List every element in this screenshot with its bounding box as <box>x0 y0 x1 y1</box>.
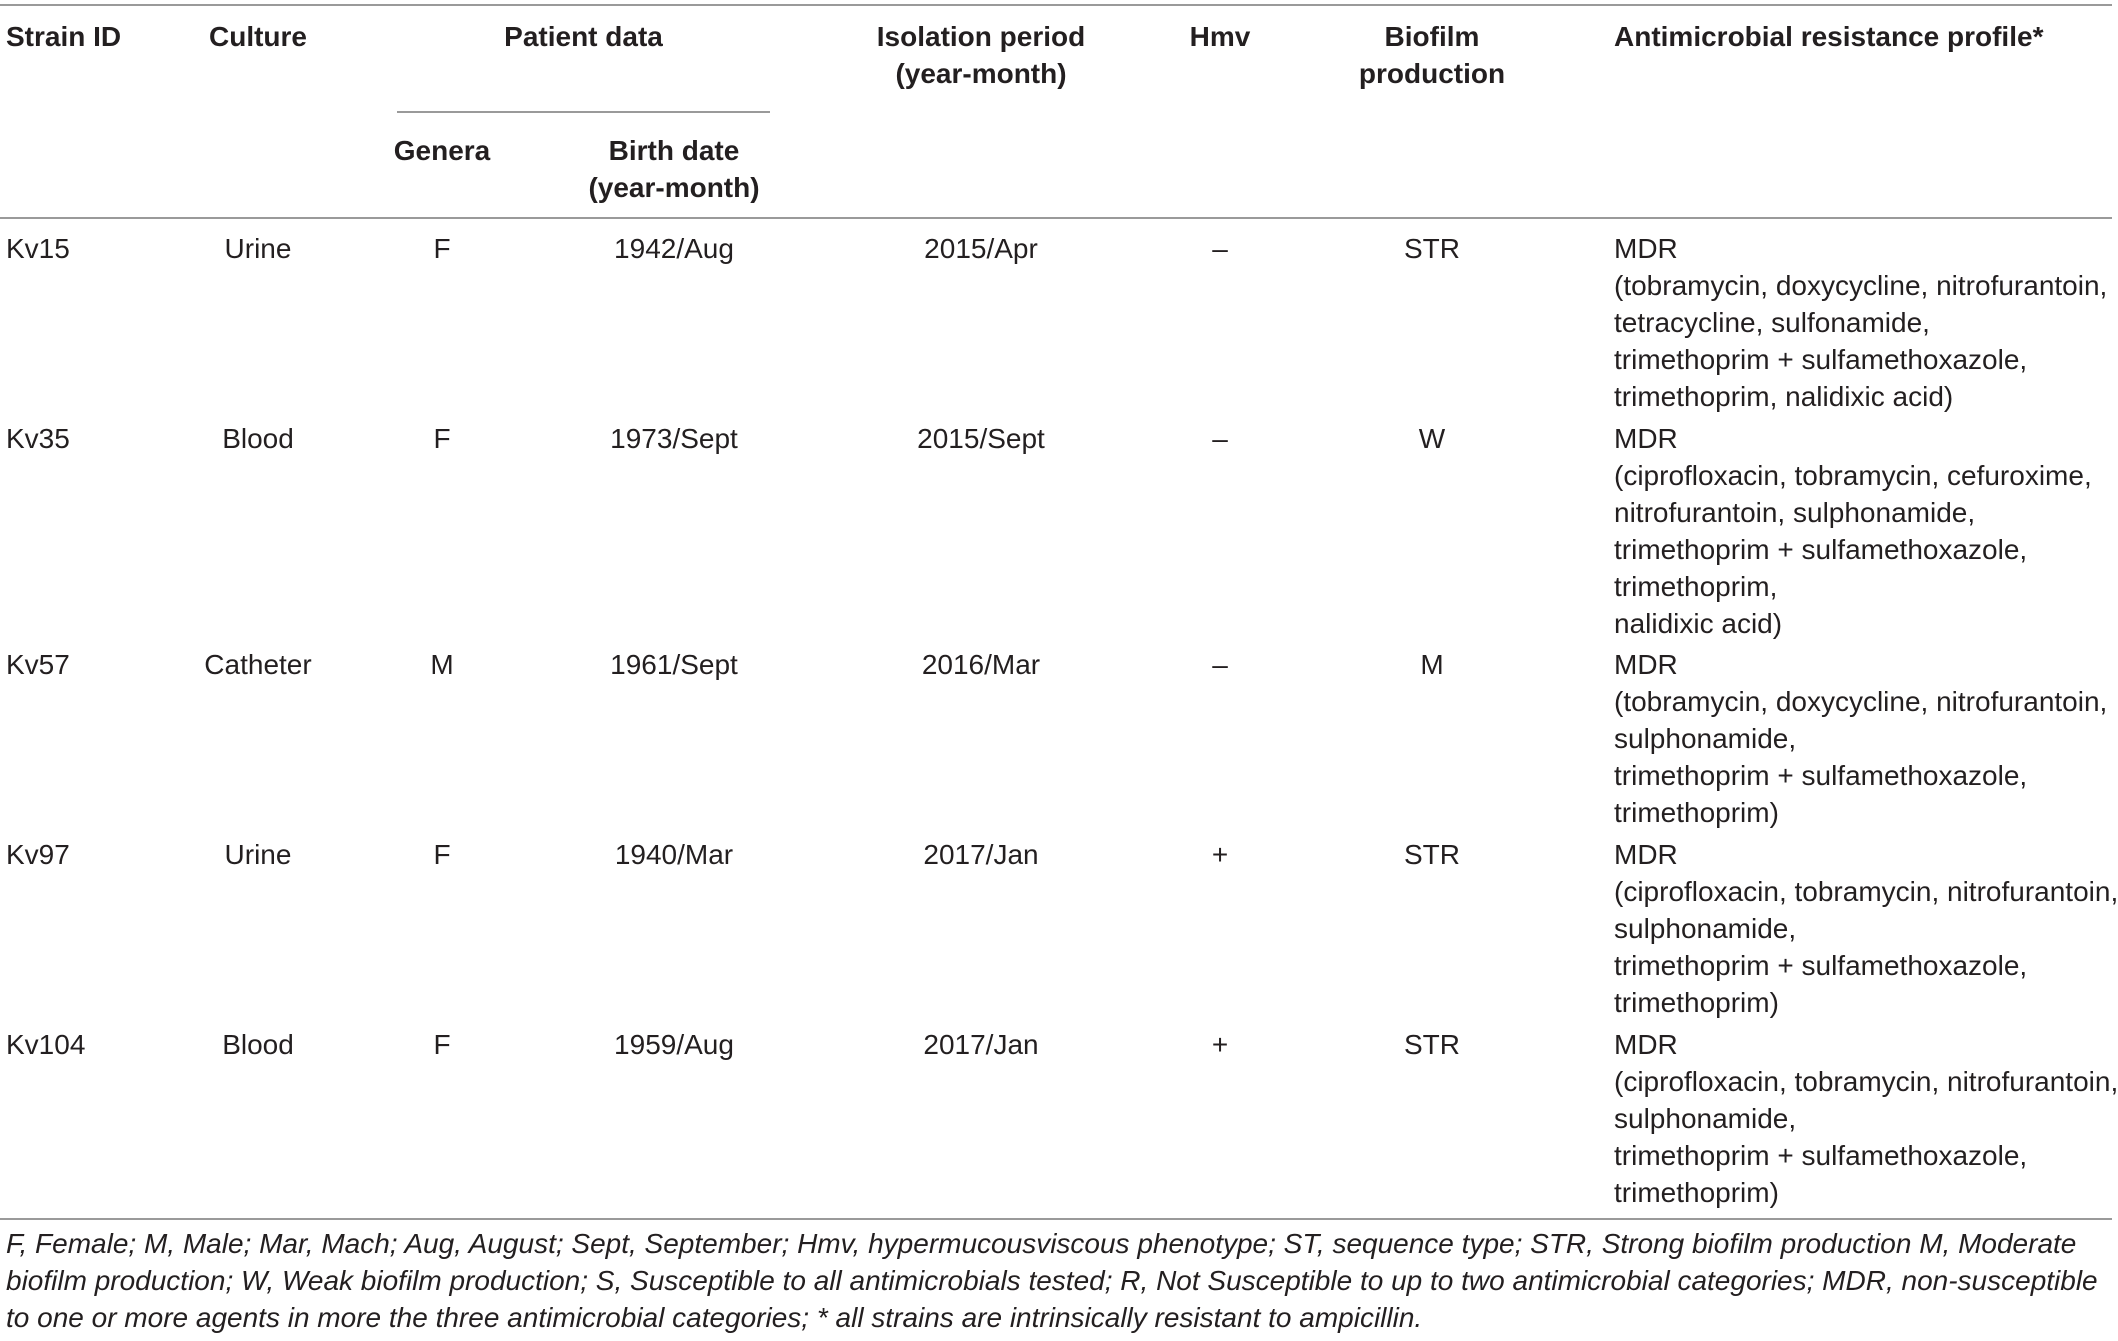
profile-line: trimethoprim, nalidixic acid) <box>1614 381 1954 412</box>
cell-hmv: – <box>1212 649 1228 680</box>
cell-culture: Blood <box>222 1029 294 1060</box>
header-culture: Culture <box>209 21 307 52</box>
profile-line: trimethoprim) <box>1614 797 1779 828</box>
cell-birth-date: 1959/Aug <box>614 1029 734 1060</box>
cell-biofilm: STR <box>1404 1029 1460 1060</box>
header-birth-date <box>544 132 804 206</box>
profile-line: MDR <box>1614 423 1678 454</box>
profile-line: trimethoprim + sulfamethoxazole, <box>1614 950 2028 981</box>
cell-amr-profile <box>1614 420 2092 642</box>
profile-line: MDR <box>1614 233 1678 264</box>
cell-isolation-period: 2017/Jan <box>923 839 1039 870</box>
cell-hmv: + <box>1211 1029 1229 1060</box>
header-genera: Genera <box>393 135 491 166</box>
cell-strain-id: Kv104 <box>6 1029 86 1060</box>
header-biofilm-line2: production <box>1358 58 1506 89</box>
cell-biofilm: M <box>1420 649 1444 680</box>
cell-hmv: – <box>1212 423 1228 454</box>
cell-culture: Urine <box>224 233 292 264</box>
cell-isolation-period: 2015/Sept <box>917 423 1045 454</box>
header-isolation-line1: Isolation period <box>876 21 1086 52</box>
cell-amr-profile <box>1614 646 2107 831</box>
profile-line: trimethoprim + sulfamethoxazole, <box>1614 760 2028 791</box>
profile-line: sulphonamide, <box>1614 723 1797 754</box>
profile-line: sulphonamide, <box>1614 1103 1797 1134</box>
cell-amr-profile <box>1614 1026 2118 1211</box>
cell-strain-id: Kv35 <box>6 423 70 454</box>
header-birth-date-line1: Birth date <box>608 135 740 166</box>
profile-line: sulphonamide, <box>1614 913 1797 944</box>
cell-strain-id: Kv15 <box>6 233 70 264</box>
profile-line: (ciprofloxacin, tobramycin, cefuroxime, <box>1614 460 2092 491</box>
cell-amr-profile <box>1614 836 2118 1021</box>
header-patient-data: Patient data <box>504 21 663 52</box>
cell-culture: Blood <box>222 423 294 454</box>
profile-line: (ciprofloxacin, tobramycin, nitrofurantoin, <box>1614 876 2118 907</box>
profile-line: trimethoprim, <box>1614 571 1778 602</box>
header-strain-id: Strain ID <box>6 21 122 52</box>
cell-hmv: + <box>1211 839 1229 870</box>
table-top-rule <box>0 4 2112 6</box>
profile-line: (tobramycin, doxycycline, nitrofurantoin, <box>1614 270 2108 301</box>
cell-genera: F <box>433 1029 451 1060</box>
cell-genera: F <box>433 233 451 264</box>
cell-isolation-period: 2016/Mar <box>921 649 1041 680</box>
header-birth-date-line2: (year-month) <box>588 172 760 203</box>
cell-birth-date: 1961/Sept <box>610 649 738 680</box>
cell-genera: F <box>433 839 451 870</box>
header-amr-profile: Antimicrobial resistance profile* <box>1614 21 2044 52</box>
profile-line: trimethoprim) <box>1614 987 1779 1018</box>
header-biofilm-production <box>1312 18 1552 92</box>
cell-biofilm: W <box>1418 423 1446 454</box>
cell-strain-id: Kv57 <box>6 649 70 680</box>
cell-biofilm: STR <box>1404 233 1460 264</box>
profile-line: MDR <box>1614 649 1678 680</box>
cell-genera: M <box>430 649 454 680</box>
profile-line: MDR <box>1614 1029 1678 1060</box>
cell-culture: Catheter <box>204 649 312 680</box>
cell-biofilm: STR <box>1404 839 1460 870</box>
header-isolation-period <box>831 18 1131 92</box>
cell-strain-id: Kv97 <box>6 839 70 870</box>
cell-birth-date: 1942/Aug <box>614 233 734 264</box>
cell-birth-date: 1973/Sept <box>610 423 738 454</box>
cell-isolation-period: 2017/Jan <box>923 1029 1039 1060</box>
profile-line: nalidixic acid) <box>1614 608 1783 639</box>
cell-birth-date: 1940/Mar <box>614 839 734 870</box>
profile-line: trimethoprim + sulfamethoxazole, <box>1614 1140 2028 1171</box>
table-bottom-rule <box>0 1218 2112 1220</box>
profile-line: trimethoprim + sulfamethoxazole, <box>1614 534 2028 565</box>
header-isolation-line2: (year-month) <box>895 58 1067 89</box>
cell-amr-profile <box>1614 230 2107 415</box>
profile-line: MDR <box>1614 839 1678 870</box>
cell-culture: Urine <box>224 839 292 870</box>
profile-line: (tobramycin, doxycycline, nitrofurantoin, <box>1614 686 2108 717</box>
cell-genera: F <box>433 423 451 454</box>
profile-line: trimethoprim) <box>1614 1177 1779 1208</box>
header-bottom-rule <box>0 217 2112 219</box>
header-hmv: Hmv <box>1189 21 1251 52</box>
patient-data-span-rule <box>397 111 770 113</box>
header-biofilm-line1: Biofilm <box>1384 21 1480 52</box>
cell-isolation-period: 2015/Apr <box>924 233 1038 264</box>
profile-line: tetracycline, sulfonamide, <box>1614 307 1930 338</box>
profile-line: nitrofurantoin, sulphonamide, <box>1614 497 1976 528</box>
profile-line: (ciprofloxacin, tobramycin, nitrofurantoin, <box>1614 1066 2118 1097</box>
profile-line: trimethoprim + sulfamethoxazole, <box>1614 344 2028 375</box>
table-footnote: F, Female; M, Male; Mar, Mach; Aug, August; Sept, September; Hmv, hypermucousviscous phenotype; ST, sequence type; STR, Strong biofilm production M, Moderate biofilm production; W, Weak biofilm production; S, Susceptible to all antimicrobials tested; R, Not Susceptible to up to two antimicrobial categories; MDR, non-susceptible to one or more agents in more the three antimicrobial categories; * all strains are intrinsically resistant to ampicillin. <box>6 1228 2098 1333</box>
cell-hmv: – <box>1212 233 1228 264</box>
